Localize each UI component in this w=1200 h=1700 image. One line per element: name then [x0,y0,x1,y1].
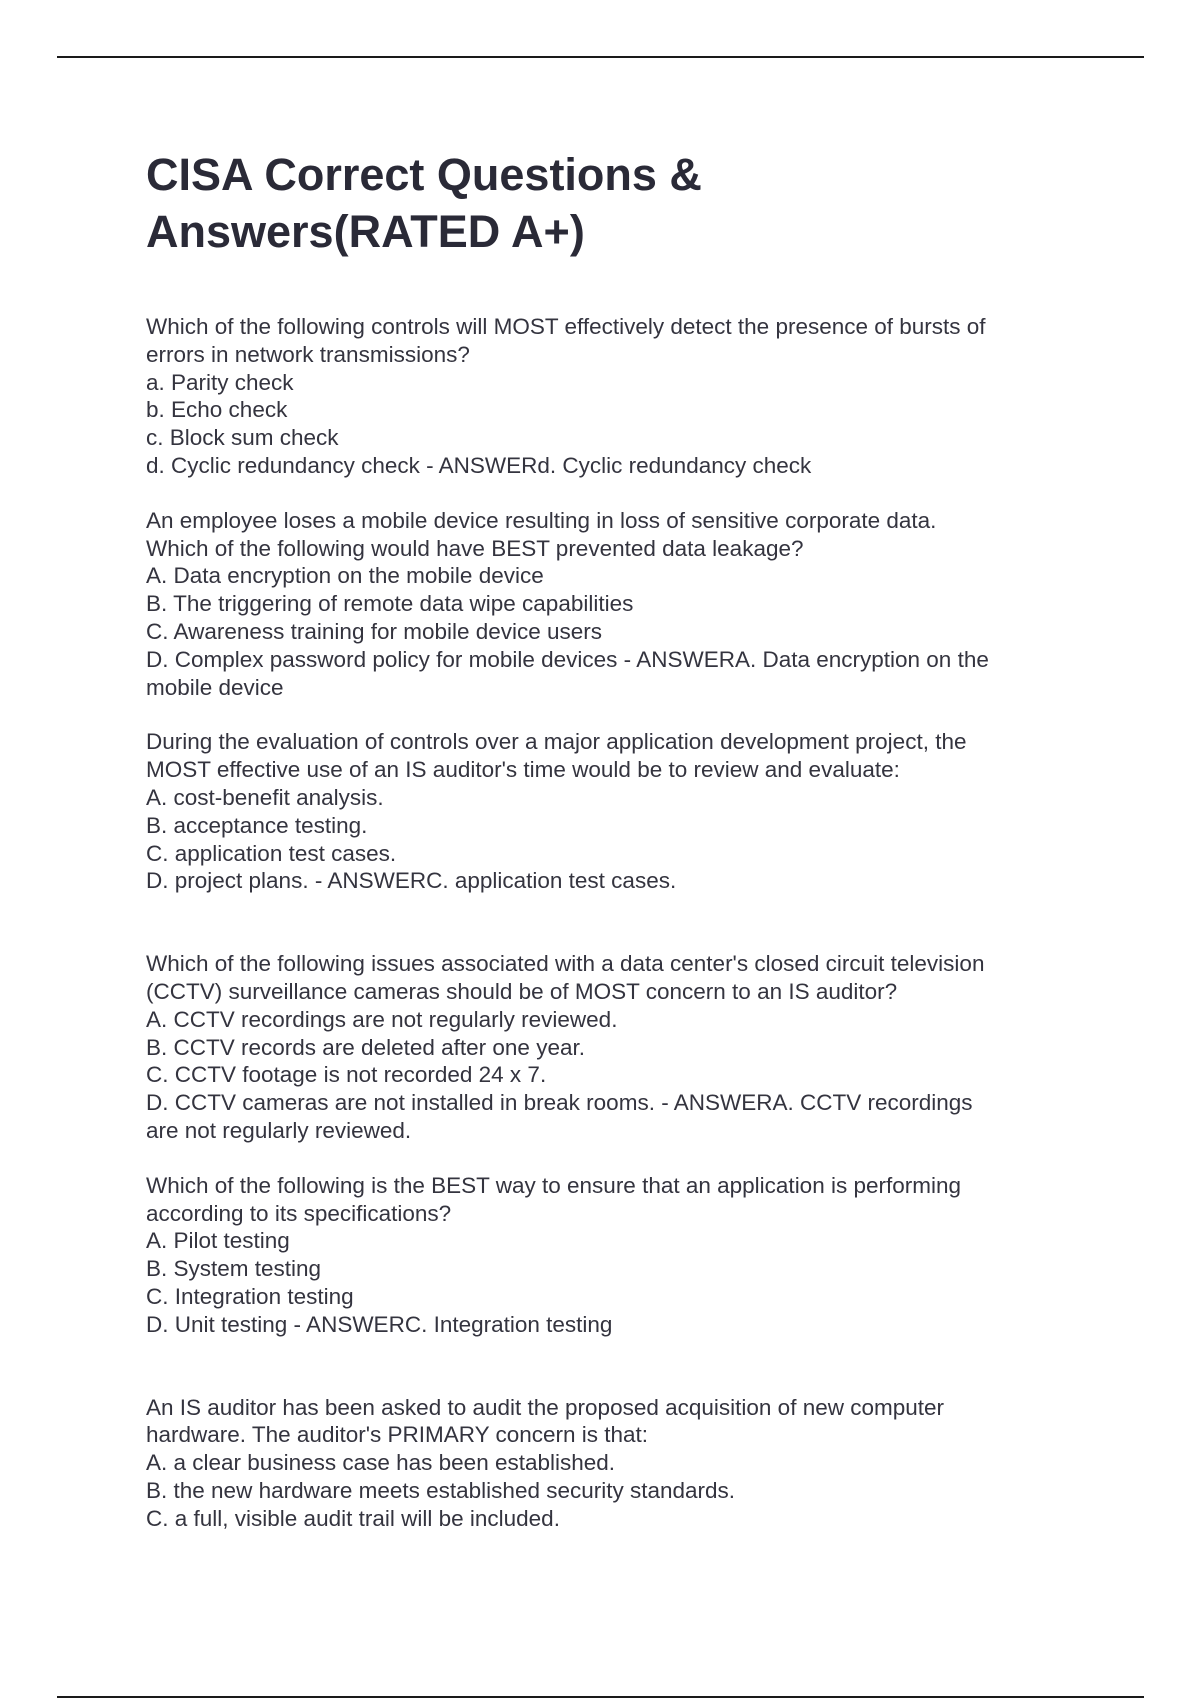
answer-option: are not regularly reviewed. [146,1117,412,1143]
answer-option: mobile device [146,674,284,700]
bottom-rule [57,1696,1144,1698]
answer-option: A. Data encryption on the mobile device [146,563,544,589]
answer-option: B. acceptance testing. [146,812,368,838]
question-text: An IS auditor has been asked to audit the proposed acquisition of new computer [146,1394,945,1420]
question-block-4 [146,950,1146,1145]
answer-option: A. Pilot testing [146,1228,290,1254]
question-text: An employee loses a mobile device resulting in loss of sensitive corporate data. [146,507,937,533]
spacer [146,895,1146,950]
answer-option: C. application test cases. [146,840,397,866]
answer-option: b. Echo check [146,397,288,423]
answer-option: B. CCTV records are deleted after one year. [146,1034,585,1060]
question-text: Which of the following controls will MOST effectively detect the presence of bursts of [146,314,986,339]
answer-option: A. a clear business case has been established. [146,1450,616,1476]
document-body [146,313,1146,1532]
question-block-5 [146,1172,1146,1339]
answer-option: D. CCTV cameras are not installed in break rooms. - ANSWERA. CCTV recordings [146,1090,973,1116]
question-block-2 [146,507,1146,702]
answer-option: C. Awareness training for mobile device users [146,618,603,644]
answer-option: C. Integration testing [146,1283,354,1309]
question-text: MOST effective use of an IS auditor's time would be to review and evaluate: [146,757,900,783]
title-line: Answers(RATED A+) [146,206,585,257]
answer-option: A. CCTV recordings are not regularly reviewed. [146,1006,618,1032]
answer-option: d. Cyclic redundancy check - ANSWERd. Cyclic redundancy check [146,452,812,478]
question-text: Which of the following is the BEST way to ensure that an application is performing [146,1172,962,1198]
answer-option: D. project plans. - ANSWERC. application test cases. [146,868,677,894]
answer-option: A. cost-benefit analysis. [146,784,384,810]
question-text: (CCTV) surveillance cameras should be of MOST concern to an IS auditor? [146,978,898,1004]
spacer [146,1339,1146,1394]
spacer [146,480,1146,507]
answer-option: B. the new hardware meets established security standards. [146,1477,736,1503]
document-title [146,146,1106,260]
answer-option: B. System testing [146,1256,322,1282]
answer-option: C. a full, visible audit trail will be included. [146,1505,560,1531]
question-text: During the evaluation of controls over a major application development project, the [146,729,967,755]
question-text: according to its specifications? [146,1200,452,1226]
answer-option: c. Block sum check [146,425,339,451]
question-block-3 [146,728,1146,895]
answer-option: D. Complex password policy for mobile devices - ANSWERA. Data encryption on the [146,646,989,672]
question-text: Which of the following issues associated with a data center's closed circuit television [146,951,985,977]
answer-option: D. Unit testing - ANSWERC. Integration testing [146,1311,613,1337]
question-block-6 [146,1394,1146,1533]
question-text: errors in network transmissions? [146,341,470,367]
top-rule [57,56,1144,58]
spacer [146,1145,1146,1172]
title-line: CISA Correct Questions & [146,149,702,200]
question-text: hardware. The auditor's PRIMARY concern is that: [146,1422,649,1448]
answer-option: C. CCTV footage is not recorded 24 x 7. [146,1062,547,1088]
question-text: Which of the following would have BEST prevented data leakage? [146,535,804,561]
answer-option: B. The triggering of remote data wipe capabilities [146,591,634,617]
spacer [146,701,1146,728]
answer-option: a. Parity check [146,369,294,395]
question-block-1 [146,313,1146,480]
